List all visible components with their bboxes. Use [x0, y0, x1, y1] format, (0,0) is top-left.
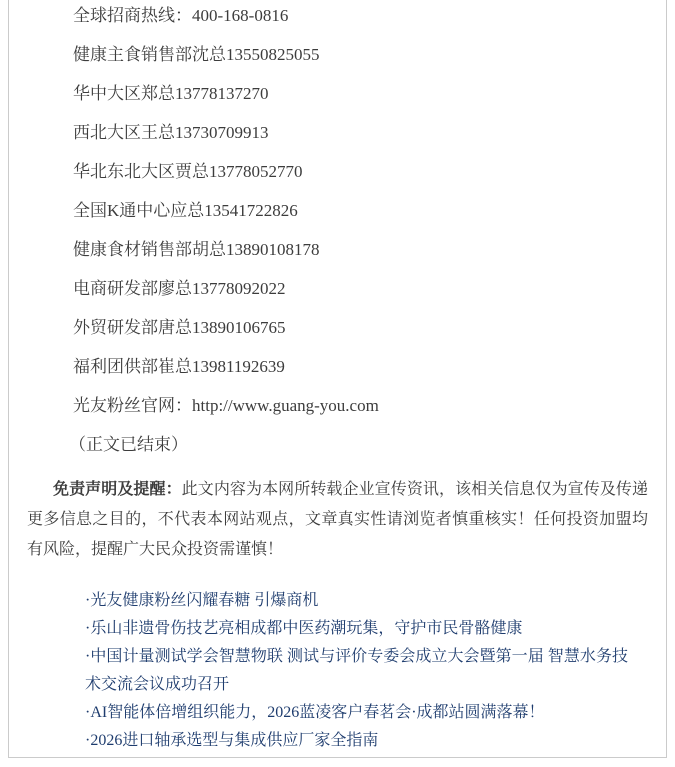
article-content [9, 0, 666, 755]
contact-line: 电商研发部廖总13778092022 [73, 279, 286, 298]
contact-line: 华北东北大区贾总13778052770 [73, 162, 303, 181]
disclaimer-text: 此文内容为本网所转载企业宣传资讯，该相关信息仅为宣传及传递更多信息之目的，不代表本网站观点，文章真实性请浏览者慎重核实！任何投资加盟均有风险，提醒广大民众投资需谨慎！ [27, 481, 648, 558]
contact-line: 华中大区郑总13778137270 [73, 84, 269, 103]
disclaimer [27, 475, 648, 565]
related-link[interactable]: ·乐山非遗骨伤技艺亮相成都中医药潮玩集，守护市民骨骼健康 [85, 620, 523, 637]
disclaimer-label: 免责声明及提醒： [53, 481, 182, 498]
related-link[interactable]: ·2026进口轴承选型与集成供应厂家全指南 [85, 732, 379, 749]
contact-line: 全国K通中心应总13541722826 [73, 201, 298, 220]
contact-line: 外贸研发部唐总13890106765 [73, 318, 286, 337]
related-link[interactable]: ·AI智能体倍增组织能力，2026蓝凌客户春茗会·成都站圆满落幕！ [85, 704, 545, 721]
contact-line: 健康主食销售部沈总13550825055 [73, 45, 320, 64]
related-links-list [85, 587, 628, 755]
related-link[interactable]: ·光友健康粉丝闪耀春糖 引爆商机 [85, 592, 319, 609]
contact-line-hotline: 全球招商热线：400-168-0816 [73, 6, 289, 25]
contact-line: 健康食材销售部胡总13890108178 [73, 240, 320, 259]
contact-line: 西北大区王总13730709913 [73, 123, 269, 142]
related-link[interactable]: ·中国计量测试学会智慧物联 测试与评价专委会成立大会暨第一届 智慧水务技术交流会议成功召开 [85, 648, 628, 693]
contact-line-website: 光友粉丝官网：http://www.guang-you.com [73, 396, 379, 415]
end-of-article-notice: （正文已结束） [69, 435, 188, 454]
contact-line: 福利团供部崔总13981192639 [73, 357, 285, 376]
article-container [8, 0, 667, 758]
